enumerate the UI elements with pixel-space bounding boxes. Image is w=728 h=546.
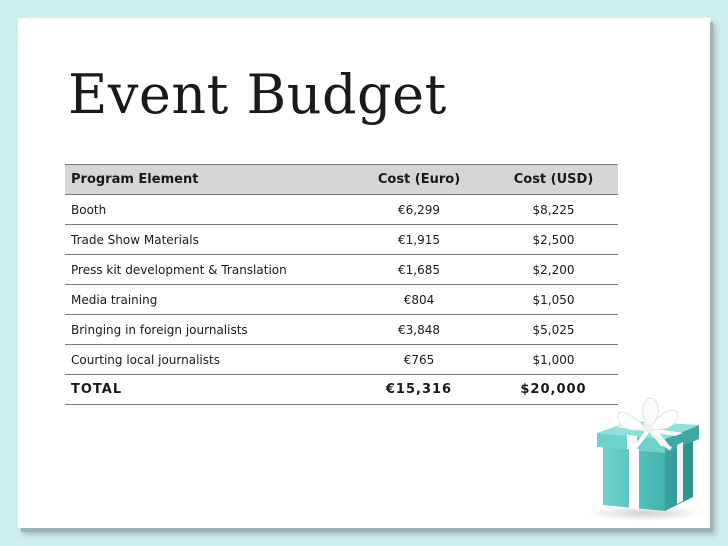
header-program-element: Program Element [65,165,349,195]
cell-euro: €6,299 [349,195,489,225]
slide [18,18,710,528]
total-usd: $20,000 [489,375,618,405]
header-cost-euro: Cost (Euro) [349,165,489,195]
cell-euro: €3,848 [349,315,489,345]
table-row [65,195,618,225]
header-cost-usd: Cost (USD) [489,165,618,195]
cell-usd: $5,025 [489,315,618,345]
slide-title: Event Budget [68,63,447,126]
table-header-row [65,165,618,195]
cell-element: Booth [65,195,349,225]
cell-element: Press kit development & Translation [65,255,349,285]
total-row [65,375,618,405]
cell-usd: $8,225 [489,195,618,225]
cell-element: Courting local journalists [65,345,349,375]
total-euro: €15,316 [349,375,489,405]
cell-element: Trade Show Materials [65,225,349,255]
table-row [65,315,618,345]
cell-euro: €1,915 [349,225,489,255]
table-row [65,225,618,255]
cell-element: Bringing in foreign journalists [65,315,349,345]
cell-usd: $2,500 [489,225,618,255]
cell-usd: $2,200 [489,255,618,285]
cell-euro: €765 [349,345,489,375]
cell-usd: $1,000 [489,345,618,375]
cell-euro: €1,685 [349,255,489,285]
cell-euro: €804 [349,285,489,315]
table-row [65,285,618,315]
gift-box-icon [573,373,703,523]
budget-table [65,164,618,405]
cell-usd: $1,050 [489,285,618,315]
total-label: TOTAL [65,375,349,405]
table-row [65,255,618,285]
cell-element: Media training [65,285,349,315]
table-row [65,345,618,375]
